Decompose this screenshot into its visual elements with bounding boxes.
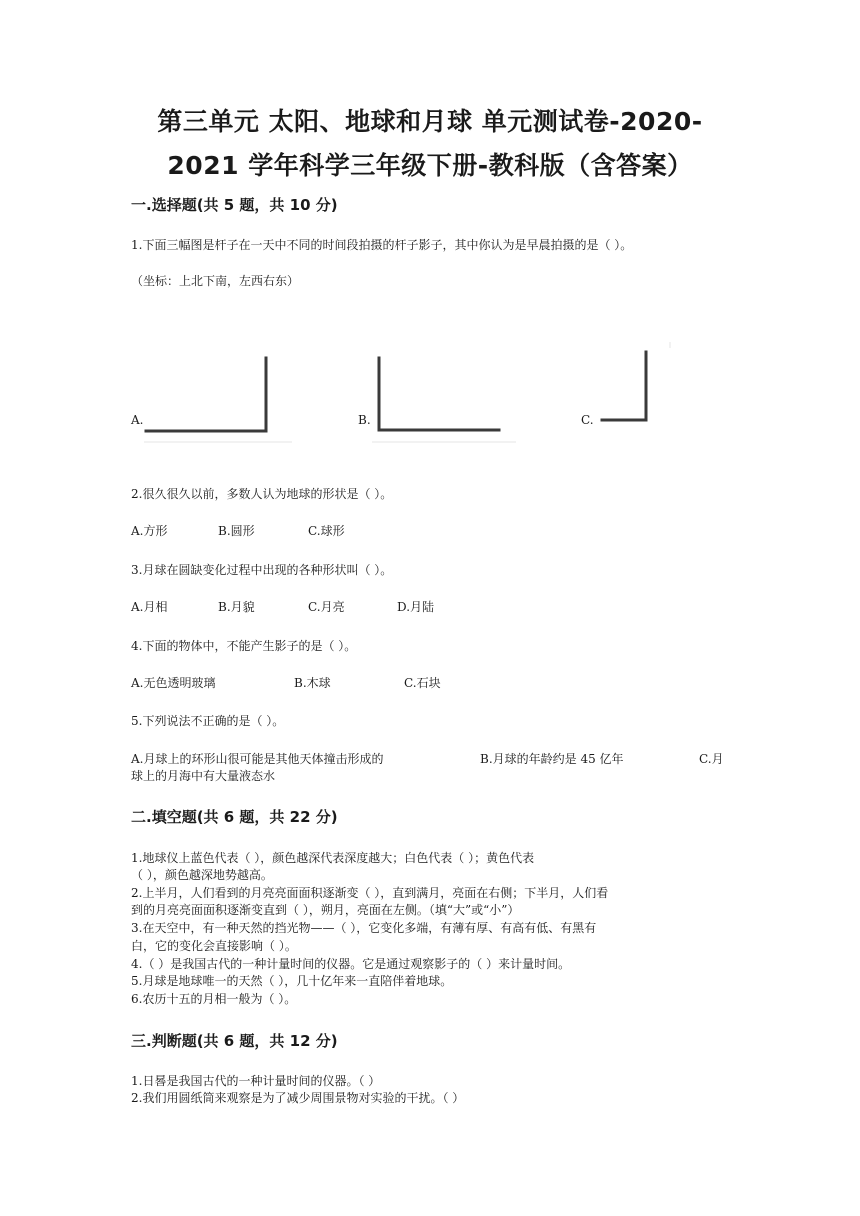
q5-option-c-continued: 球上的月海中有大量液态水 <box>131 769 276 783</box>
q4-text: 4.下面的物体中，不能产生影子的是（ ）。 <box>131 639 357 653</box>
q2-option-c: C.球形 <box>308 524 345 538</box>
q1-option-b-label: B. <box>358 413 371 427</box>
q1-text: 1.下面三幅图是杆子在一天中不同的时间段拍摄的杆子影子，其中你认为是早晨拍摄的是（ ）。 <box>131 238 633 252</box>
q3-option-c: C.月亮 <box>308 600 345 614</box>
judge-line-1: 1.日晷是我国古代的一种计量时间的仪器。（ ） <box>131 1074 381 1088</box>
fill-line-8: 5.月球是地球唯一的天然（ ），几十亿年来一直陪伴着地球。 <box>131 974 453 988</box>
q2-text: 2.很久很久以前，多数人认为地球的形状是（ ）。 <box>131 487 393 501</box>
title-line-1: 第三单元 太阳、地球和月球 单元测试卷-2020- <box>157 107 703 136</box>
q1-option-b-figure <box>368 352 523 447</box>
q3-option-d: D.月陆 <box>397 600 435 614</box>
fill-line-2: （ ），颜色越深地势越高。 <box>131 868 273 882</box>
fill-line-5: 3.在天空中，有一种天然的挡光物——（ ），它变化多端，有薄有厚、有高有低、有黑有 <box>131 921 597 935</box>
q5-text: 5.下列说法不正确的是（ ）。 <box>131 714 285 728</box>
fill-line-3: 2.上半月，人们看到的月亮亮面面积逐渐变（ ），直到满月，亮面在右侧；下半月，人们看 <box>131 886 609 900</box>
fill-line-6: 白，它的变化会直接影响（ ）。 <box>131 939 297 953</box>
q1-option-a-figure <box>140 352 300 447</box>
q1-note: （坐标：上北下南，左西右东） <box>131 274 300 288</box>
q5-option-c: C.月 <box>699 752 724 766</box>
q3-option-a: A.月相 <box>131 600 168 614</box>
judge-line-2: 2.我们用圆纸筒来观察是为了减少周围景物对实验的干扰。（ ） <box>131 1091 465 1105</box>
q4-option-b: B.木球 <box>294 676 331 690</box>
section-1-heading: 一.选择题(共 5 题，共 10 分) <box>131 196 338 214</box>
q4-option-a: A.无色透明玻璃 <box>131 676 216 690</box>
q2-option-a: A.方形 <box>131 524 168 538</box>
document-title <box>60 100 800 188</box>
q3-option-b: B.月貌 <box>218 600 255 614</box>
section-3-heading: 三.判断题(共 6 题，共 12 分) <box>131 1032 338 1050</box>
fill-line-1: 1.地球仪上蓝色代表（ ），颜色越深代表深度越大；白色代表（ ）；黄色代表 <box>131 851 535 865</box>
q2-option-b: B.圆形 <box>218 524 255 538</box>
fill-line-4: 到的月亮亮面面积逐渐变直到（ ），朔月，亮面在左侧。（填“大”或“小”） <box>131 903 520 917</box>
q1-option-c-figure <box>596 340 676 435</box>
q1-option-a-label: A. <box>131 413 144 427</box>
q5-option-b: B.月球的年龄约是 45 亿年 <box>480 752 624 766</box>
section-2-heading: 二.填空题(共 6 题，共 22 分) <box>131 808 338 826</box>
q5-option-a: A.月球上的环形山很可能是其他天体撞击形成的 <box>131 752 384 766</box>
fill-line-7: 4.（ ）是我国古代的一种计量时间的仪器。它是通过观察影子的（ ）来计量时间。 <box>131 957 571 971</box>
title-line-2: 2021 学年科学三年级下册-教科版（含答案） <box>167 151 693 180</box>
q3-text: 3.月球在圆缺变化过程中出现的各种形状叫（ ）。 <box>131 563 393 577</box>
q1-option-c-label: C. <box>581 413 594 427</box>
q4-option-c: C.石块 <box>404 676 441 690</box>
fill-line-9: 6.农历十五的月相一般为（ ）。 <box>131 992 297 1006</box>
